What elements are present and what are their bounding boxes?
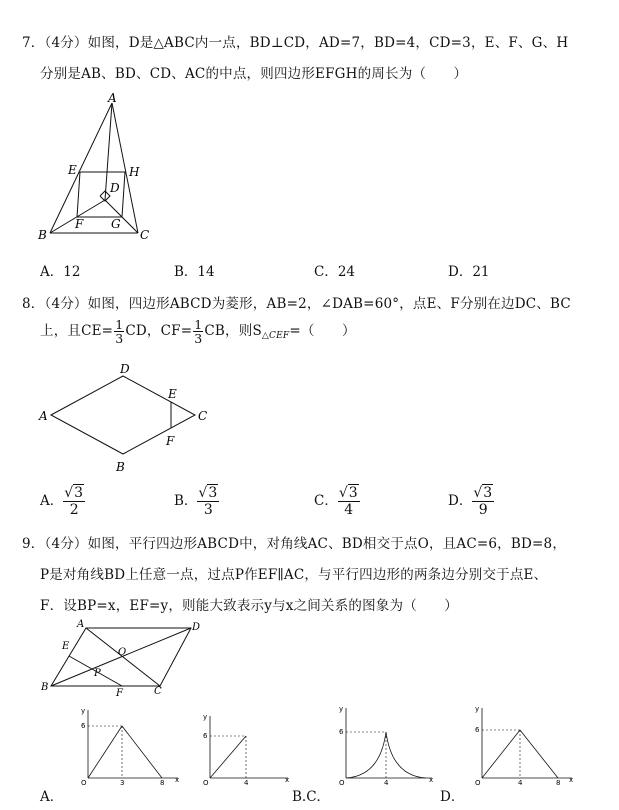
q7-stem-line1: 7．（4分）如图，D是△ABC内一点，BD⊥CD，AD=7，BD=4，CD=3，E、F、G、H [22,35,569,51]
q8-stem-line2: 上，且CE= $\frac{1}{3}$ CD，CF= $\frac{1}{3}$ CB，则$S_{\triangle CEF}=$（ ） [40,317,356,346]
q9-stem-line2: P是对角线BD上任意一点，过点P作EF∥AC，与平行四边形的两条边分别交于点E、 [40,567,548,583]
q9-graph-c-x: x [429,776,434,784]
q9-graph-c-six: 6 [339,728,344,736]
q7-label-F: F [75,217,84,231]
q8-label-A: A [39,409,48,423]
q9-graph-d [468,704,578,786]
q9-option-a[interactable]: A． [40,789,64,805]
q9-graph-a-eight: 8 [160,779,165,786]
q7-option-b[interactable]: B．14 [174,264,215,280]
q9-stem-line1: 9．（4分）如图，平行四边形ABCD中，对角线AC、BD相交于点O，且AC=6，BD=8， [22,536,567,552]
q9-label-F: F [116,688,123,698]
q7-label-A: A [108,92,117,105]
q9-graph-b [200,712,294,786]
q7-label-B: B [38,228,47,242]
q8-label-E: E [168,387,177,401]
q7-label-G: G [111,217,121,231]
q9-graph-d-y: y [475,705,480,713]
q9-graph-d-four: 4 [518,779,523,786]
q7-label-D: D [110,181,120,195]
q9-graph-c-four: 4 [384,779,389,786]
q9-graph-a-o: O [81,779,87,786]
q8-label-B: B [116,460,125,474]
q9-label-C: C [154,686,162,697]
q9-graph-b-o: O [203,779,209,786]
q7-option-c[interactable]: C．24 [314,264,356,280]
q9-graph-b-four: 4 [244,779,249,786]
q9-graph-c [334,704,438,786]
q9-graph-c-o: O [339,779,345,786]
q8-fraction-cf: $\frac{1}{3}$ [194,317,203,346]
q9-graph-d-x: x [569,776,574,784]
q8-label-D: D [120,362,130,376]
q9-option-d[interactable]: D． [440,789,465,805]
q8-option-a[interactable]: A． $\frac{√3}{2}$ [40,485,84,518]
q9-label-B: B [41,682,49,693]
q9-label-D: D [192,622,201,633]
q9-label-E: E [62,641,70,652]
q9-graph-a-y: y [81,707,86,715]
q9-figure [36,616,206,698]
q7-label-E: E [68,163,77,177]
q7-option-a[interactable]: A．12 [40,264,81,280]
q9-graph-c-y: y [339,705,344,713]
q7-option-d[interactable]: D．21 [448,264,490,280]
q8-option-c[interactable]: C． $\frac{√3}{4}$ [314,485,358,518]
q7-figure [36,92,166,244]
q8-label-F: F [166,434,175,448]
q9-graph-d-six: 6 [475,726,480,734]
q9-graph-b-y: y [203,713,208,721]
q9-option-bc[interactable]: B.C． [292,789,331,805]
q8-fraction-ce: $\frac{1}{3}$ [115,317,124,346]
q9-graph-b-x: x [285,776,290,784]
q9-graph-d-o: O [475,779,481,786]
q9-graph-a-six: 6 [81,722,86,730]
q9-stem-line3: F．设BP=x，EF=y，则能大致表示y与x之间关系的图象为（ ） [40,598,458,614]
q9-label-A: A [77,619,85,630]
q9-graph-d-eight: 8 [556,779,561,786]
q9-graph-a-three: 3 [120,779,125,786]
q9-graph-b-six: 6 [203,732,208,740]
q8-figure [36,360,216,476]
q9-graph-a [78,706,184,786]
q7-stem-line2: 分别是AB、BD、CD、AC的中点，则四边形EFGH的周长为（ ） [40,66,468,82]
q9-label-O: O [118,647,127,658]
q8-label-C: C [198,409,208,423]
q8-option-b[interactable]: B． $\frac{√3}{3}$ [174,485,218,518]
q7-label-H: H [129,165,140,179]
q7-label-C: C [140,228,150,242]
q8-stem-line1: 8．（4分）如图，四边形ABCD为菱形，AB=2，∠DAB=60°，点E、F分别在边DC、BC [22,296,571,312]
q9-graph-a-x: x [175,776,180,784]
q8-option-d[interactable]: D． $\frac{√3}{9}$ [448,485,493,518]
q9-label-P: P [94,668,101,679]
